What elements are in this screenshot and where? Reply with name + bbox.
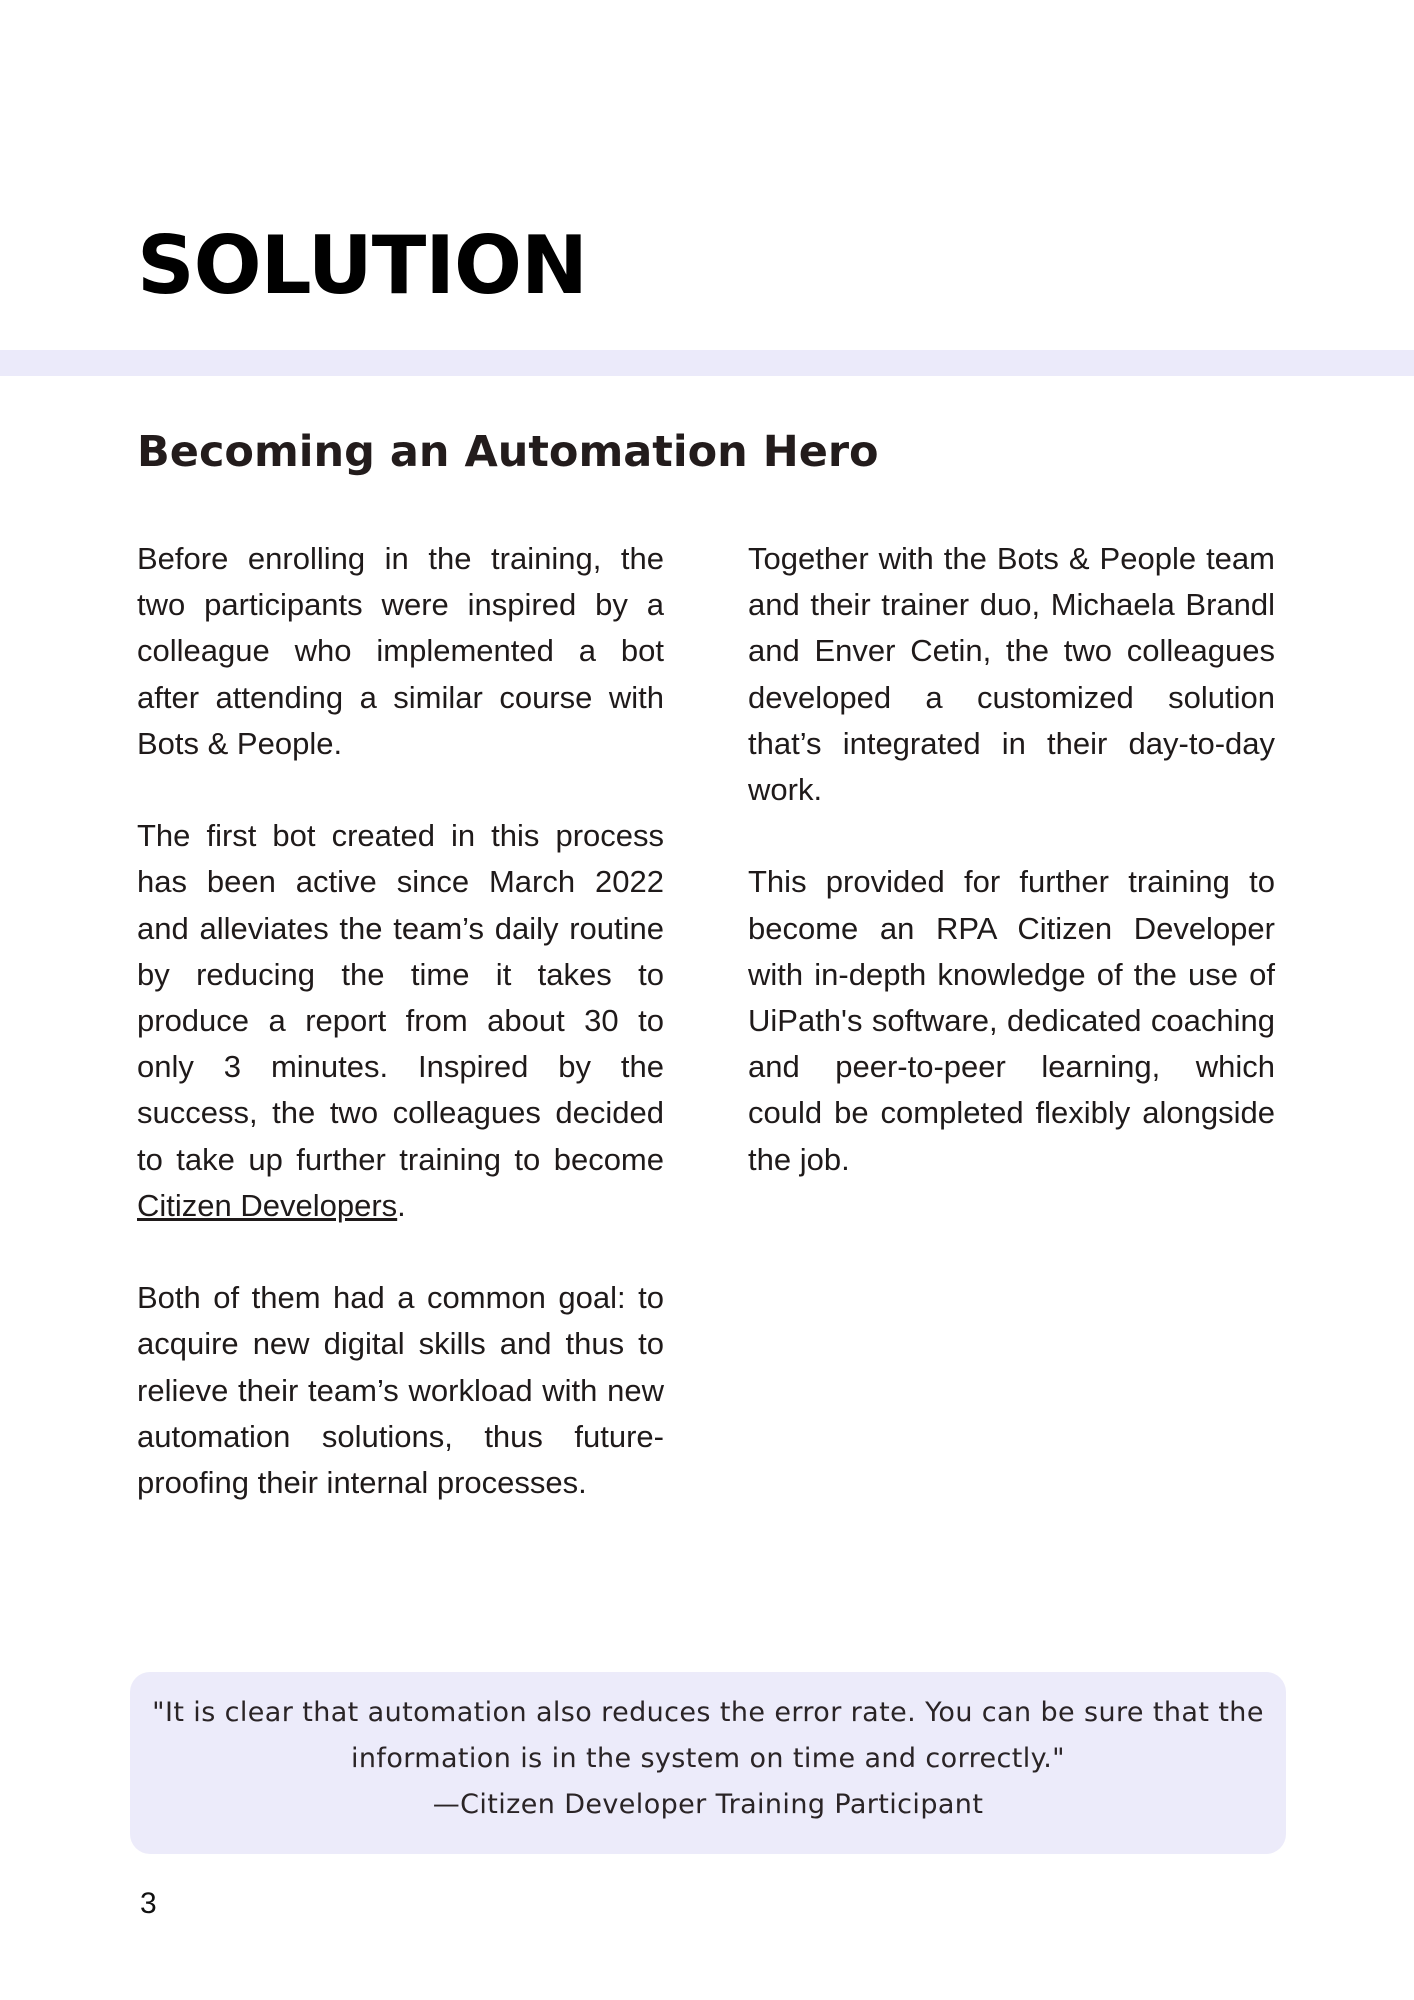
right-paragraph-2: This provided for further training to become an RPA Citizen Developer with in-depth knowledge of the use of UiPath's software, dedicated coaching and peer-to-peer learning, which could be completed flexibly alongside the job. [748, 864, 1275, 1177]
title-divider-band [0, 350, 1414, 376]
left-paragraph-1: Before enrolling in the training, the two participants were inspired by a colleague who implemented a bot after attending a similar course with Bots & People. [137, 541, 664, 761]
left-paragraph-2-end: . [397, 1187, 406, 1223]
quote-line-1: "It is clear that automation also reduces the error rate. You can be sure that the [152, 1697, 1264, 1728]
right-text-column [748, 536, 1275, 1229]
left-paragraph-3: Both of them had a common goal: to acquire new digital skills and thus to relieve their team’s workload with new automation solutions, thus future-proofing their internal processes. [137, 1280, 664, 1501]
left-text-column [137, 536, 664, 1552]
citizen-developers-link[interactable]: Citizen Developers [137, 1187, 398, 1223]
section-heading: Becoming an Automation Hero [137, 427, 879, 477]
page-number: 3 [140, 1887, 157, 1920]
testimonial-quote-box [130, 1672, 1286, 1854]
quote-attribution: —Citizen Developer Training Participant [432, 1789, 984, 1820]
left-paragraph-2-text: The first bot created in this process has been active since March 2022 and alleviates the team’s daily routine by reducing the time it takes to produce a report from about 30 to only 3 minutes. Inspired by the success, the two colleagues decided to take up further training to become [137, 818, 664, 1177]
page-title: SOLUTION [137, 219, 588, 312]
right-paragraph-1: Together with the Bots & People team and their trainer duo, Michaela Brandl and Enver Cetin, the two colleagues developed a customized solution that’s integrated in their day-to-day work. [748, 541, 1275, 808]
quote-line-2: information is in the system on time and correctly." [351, 1743, 1065, 1774]
left-paragraph-2 [137, 813, 664, 1229]
